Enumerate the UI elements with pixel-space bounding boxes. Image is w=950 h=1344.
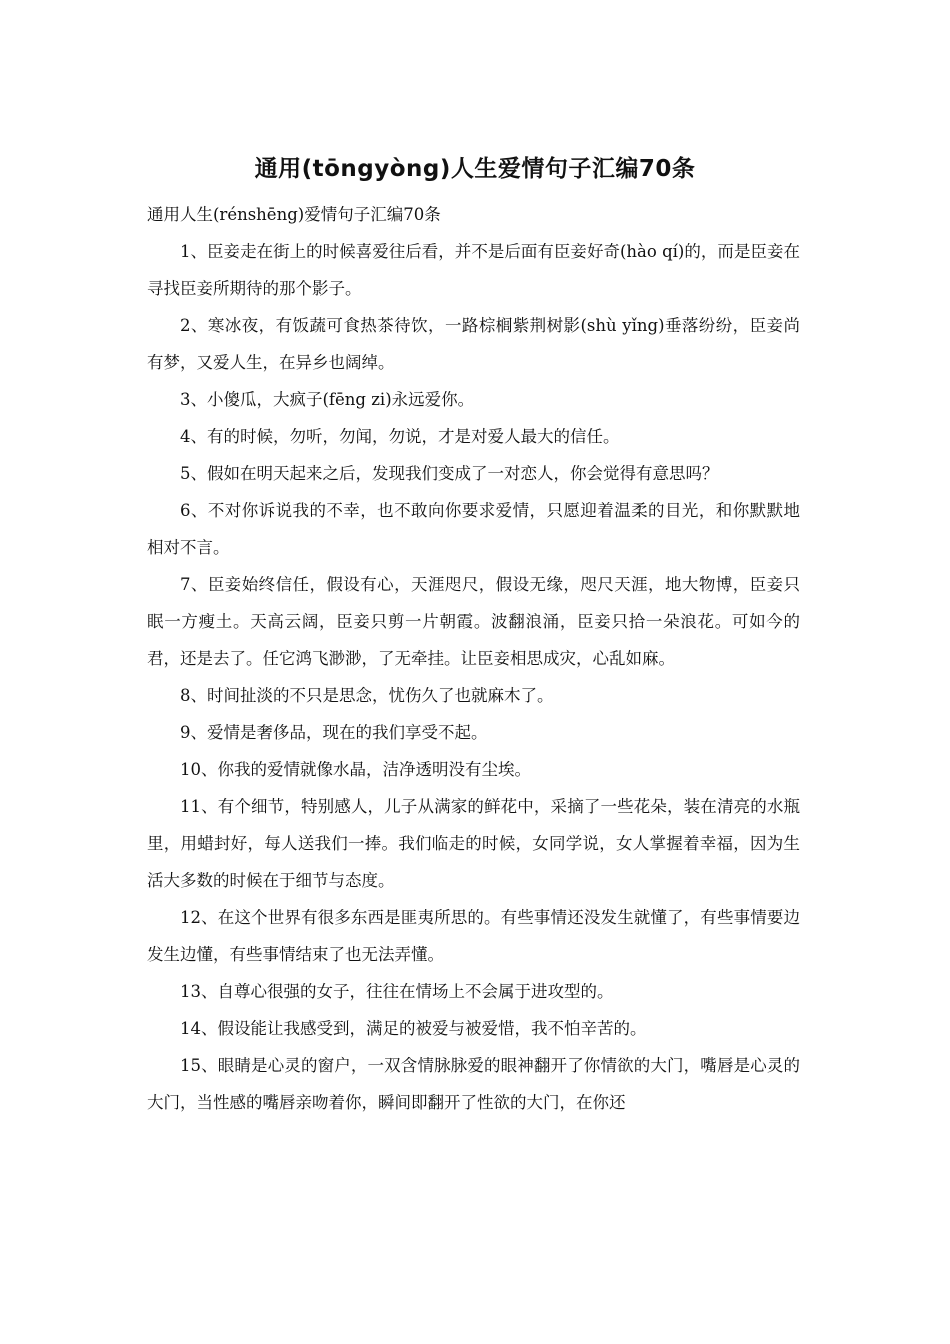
paragraph: 13、自尊心很强的女子，往往在情场上不会属于进攻型的。	[180, 982, 614, 1001]
document-subtitle: 通用人生(rénshēng)爱情句子汇编70条	[147, 205, 441, 224]
paragraph: 11、有个细节，特别感人，儿子从满家的鲜花中，采摘了一些花朵，装在清亮的水瓶里，用蜡封好，每人送我们一捧。我们临走的时候，女同学说，女人掌握着幸福，因为生活大多数的时候在于细节与态度。	[147, 797, 800, 890]
paragraph: 12、在这个世界有很多东西是匪夷所思的。有些事情还没发生就懂了，有些事情要边发生边懂，有些事情结束了也无法弄懂。	[147, 908, 800, 964]
paragraph: 1、臣妾走在街上的时候喜爱往后看，并不是后面有臣妾好奇(hào qí)的，而是臣妾在寻找臣妾所期待的那个影子。	[147, 242, 800, 298]
document-title: 通用(tōngyòng)人生爱情句子汇编70条	[254, 156, 696, 182]
paragraph: 14、假设能让我感受到，满足的被爱与被爱惜，我不怕辛苦的。	[180, 1019, 647, 1038]
paragraph: 10、你我的爱情就像水晶，洁净透明没有尘埃。	[180, 760, 531, 779]
paragraph: 3、小傻瓜，大疯子(fēng zi)永远爱你。	[180, 390, 475, 409]
paragraph: 2、寒冰夜，有饭蔬可食热茶待饮，一路棕榈紫荆树影(shù yǐng)垂落纷纷，臣妾尚有梦，又爱人生，在异乡也阔绰。	[147, 316, 800, 372]
paragraph: 9、爱情是奢侈品，现在的我们享受不起。	[180, 723, 488, 742]
paragraph: 5、假如在明天起来之后，发现我们变成了一对恋人，你会觉得有意思吗？	[180, 464, 719, 483]
paragraph: 4、有的时候，勿听，勿闻，勿说，才是对爱人最大的信任。	[180, 427, 620, 446]
paragraph: 8、时间扯淡的不只是思念，忧伤久了也就麻木了。	[180, 686, 554, 705]
paragraph: 15、眼睛是心灵的窗户，一双含情脉脉爱的眼神翻开了你情欲的大门，嘴唇是心灵的大门，当性感的嘴唇亲吻着你，瞬间即翻开了性欲的大门，在你还	[147, 1056, 800, 1112]
document-body	[147, 233, 800, 1121]
paragraph: 6、不对你诉说我的不幸，也不敢向你要求爱情，只愿迎着温柔的目光，和你默默地相对不言。	[147, 501, 800, 557]
paragraph: 7、臣妾始终信任，假设有心，天涯咫尺，假设无缘，咫尺天涯，地大物博，臣妾只眠一方瘦土。天高云阔，臣妾只剪一片朝霞。波翻浪涌，臣妾只拾一朵浪花。可如今的君，还是去了。任它鸿飞渺渺，了无牵挂。让臣妾相思成灾，心乱如麻。	[147, 575, 800, 668]
